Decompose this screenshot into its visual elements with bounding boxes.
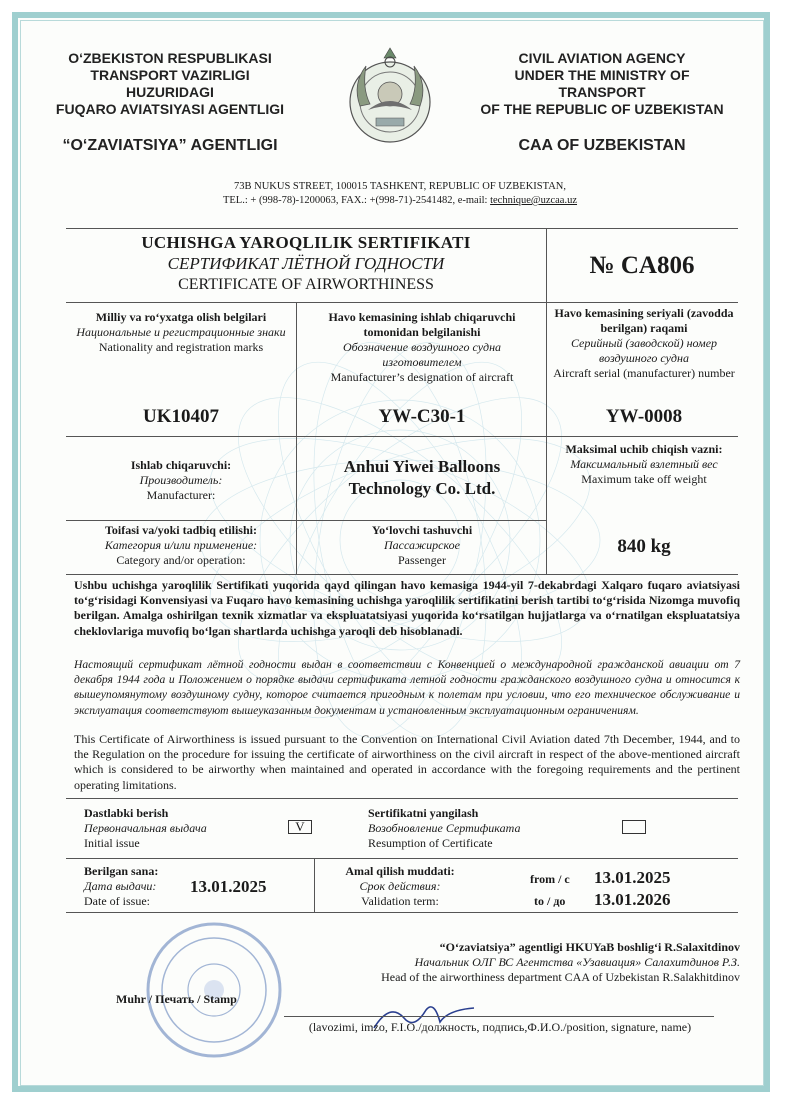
title-ru: СЕРТИФИКАТ ЛЁТНОЙ ГОДНОСТИ: [167, 254, 445, 273]
registration-label-ru: Национальные и регистрационные знаки: [76, 325, 286, 339]
header-right: [474, 50, 730, 154]
designation-label: [302, 310, 542, 385]
manufacturer-label: [70, 458, 292, 503]
initial-issue-label: [84, 806, 284, 851]
issue-date-value: 13.01.2025: [190, 877, 267, 896]
grid-line: [296, 302, 297, 574]
category-label-en: Category and/or operation:: [116, 553, 246, 567]
header-right-agency: CAA OF UZBEKISTAN: [518, 137, 686, 154]
grid-line: [66, 302, 738, 303]
stamp-label: Muhr / Печать / Stamp: [116, 992, 237, 1006]
contact-line: TEL.: + (998-78)-1200063, FAX.: +(998-71)-2541482, e-mail:: [222, 195, 491, 206]
issue-date-ru: Дата выдачи:: [84, 879, 157, 893]
registration-value: UK10407: [143, 406, 219, 427]
certificate-title: [76, 232, 536, 295]
validity-label: [330, 864, 470, 909]
address-block: [190, 180, 610, 208]
manufacturer-value-line: Technology Co. Ltd.: [348, 479, 496, 498]
designation-label-uz: Havo kemasining ishlab chiqaruvchi tomonidan belgilanishi: [328, 310, 516, 339]
signature-line: [284, 1016, 714, 1017]
grid-line: [66, 574, 738, 575]
grid-line: [66, 228, 738, 229]
grid-line: [66, 858, 738, 859]
manufacturer-label-uz: Ishlab chiqaruvchi:: [130, 458, 232, 472]
title-en: CERTIFICATE OF AIRWORTHINESS: [178, 276, 434, 293]
manufacturer-value-line: Anhui Yiwei Balloons: [343, 457, 501, 476]
signatory-ru: Начальник ОЛГ ВС Агентства «Узавиация» Салахитдинов Р.З.: [414, 955, 740, 969]
header-right-line: CIVIL AVIATION AGENCY: [518, 50, 686, 66]
serial-label-en: Aircraft serial (manufacturer) number: [553, 366, 735, 380]
validity-uz: Amal qilish muddati:: [345, 864, 455, 878]
renewal-label: [368, 806, 588, 851]
category-label-ru: Категория и/или применение:: [104, 538, 258, 552]
grid-line: [546, 228, 547, 436]
issue-date-label: [84, 864, 184, 909]
mtow-label-en: Maximum take off weight: [581, 472, 707, 486]
header-left-line: TRANSPORT VAZIRLIGI HUZURIDAGI: [90, 67, 250, 100]
issue-date-uz: Berilgan sana:: [84, 864, 159, 878]
header-left-line: FUQARO AVIATSIYASI AGENTLIGI: [55, 101, 285, 117]
serial-label-uz: Havo kemasining seriyali (zavodda berilgan) raqami: [554, 306, 734, 335]
category-value-ru: Пассажирское: [384, 538, 460, 552]
body-text-en: This Certificate of Airworthiness is issued pursuant to the Convention on International Civil Aviation dated 7th December, 1944, and to the Regulation on the procedure for issuing the certificate of airworthiness on the civil aircraft in respect of the above-mentioned aircraft which is considered to be airworthy when maintained and operated in accordance with the foregoing requirements and the pertinent operating limitations.: [74, 732, 740, 792]
validity-to-label: to / до: [534, 894, 566, 908]
certificate-number: № CA806: [589, 252, 695, 279]
header-left: [50, 50, 290, 154]
address-line: 73B NUKUS STREET, 100015 TASHKENT, REPUBLIC OF UZBEKISTAN,: [234, 181, 566, 192]
manufacturer-label-ru: Производитель:: [139, 473, 223, 487]
category-label: [70, 523, 292, 568]
grid-line: [314, 858, 315, 912]
manufacturer-label-en: Manufacturer:: [146, 488, 216, 502]
state-emblem-icon: [336, 44, 444, 152]
signatory-uz: “O‘zaviatsiya” agentligi HKUYaB boshlig‘i R.Salaxitdinov: [439, 940, 740, 954]
initial-issue-uz: Dastlabki berish: [84, 806, 169, 820]
email-link[interactable]: technique@uzcaa.uz: [490, 195, 578, 206]
category-value-uz: Yo‘lovchi tashuvchi: [371, 523, 473, 537]
renewal-checkbox[interactable]: [622, 820, 646, 834]
validity-to-value: 13.01.2026: [594, 890, 671, 909]
grid-line: [66, 520, 546, 521]
validity-ru: Срок действия:: [359, 879, 441, 893]
validity-from-value: 13.01.2025: [594, 868, 671, 887]
header-right-line: UNDER THE MINISTRY OF TRANSPORT: [514, 67, 690, 100]
validity-en: Validation term:: [361, 894, 439, 908]
issue-date-en: Date of issue:: [84, 894, 150, 908]
designation-value: YW-C30-1: [378, 406, 466, 427]
header-left-agency: “O‘ZAVIATSIYA” AGENTLIGI: [62, 137, 278, 154]
stamp-seal: [144, 920, 284, 1060]
category-value: [302, 523, 542, 568]
mtow-label: [552, 442, 736, 487]
mtow-label-uz: Maksimal uchib chiqish vazni:: [565, 442, 723, 456]
manufacturer-value: [302, 456, 542, 500]
renewal-en: Resumption of Certificate: [368, 836, 493, 850]
body-text-uz: Ushbu uchishga yaroqlilik Sertifikati yuqorida qayd qilingan havo kemasiga 1944-yil 7-dekabrdagi Xalqaro fuqaro aviatsiyasi to‘g‘risidagi Konvensiyasi va Fuqaro havo kemasining uchishga yaroqlilik sertifikatini berish tartibi to‘g‘risida Nizomga muvofiq berilgan. Amalga oshirilgan texnik xizmatlar va ekspluatatsiyasi yuqorida ko‘rsatilgan hujjatlarga va o‘rnatilgan ekspluatatsiya cheklovlariga muvofiq bo‘lgan shartlarda uchishga yaroqli deb hisoblanadi.: [74, 578, 740, 638]
signatory-block: [290, 940, 740, 985]
initial-issue-en: Initial issue: [84, 836, 140, 850]
renewal-uz: Sertifikatni yangilash: [368, 806, 479, 820]
initial-issue-ru: Первоначальная выдача: [84, 821, 207, 835]
grid-line: [66, 798, 738, 799]
initial-issue-checkbox[interactable]: V: [288, 820, 312, 834]
designation-label-ru: Обозначение воздушного судна изготовителем: [342, 340, 502, 369]
validity-from-label: from / c: [530, 872, 570, 886]
serial-label-ru: Серийный (заводской) номер воздушного судна: [570, 336, 718, 365]
title-uz: UCHISHGA YAROQLILIK SERTIFIKATI: [141, 233, 471, 252]
mtow-value: 840 kg: [617, 536, 671, 557]
position-caption: (lavozimi, imzo, F.I.O./должность, подпись,Ф.И.О./position, signature, name): [308, 1020, 692, 1034]
category-value-en: Passenger: [398, 553, 446, 567]
serial-label: [552, 306, 736, 381]
registration-label-uz: Milliy va ro‘yxatga olish belgilari: [95, 310, 267, 324]
category-label-uz: Toifasi va/yoki tadbiq etilishi:: [105, 523, 257, 537]
mtow-label-ru: Максимальный взлетный вес: [570, 457, 718, 471]
serial-value: YW-0008: [605, 406, 683, 427]
grid-line: [546, 436, 547, 574]
registration-label: [70, 310, 292, 355]
designation-label-en: Manufacturer’s designation of aircraft: [330, 370, 514, 384]
registration-label-en: Nationality and registration marks: [98, 340, 264, 354]
grid-line: [66, 912, 738, 913]
header-left-line: O‘ZBEKISTON RESPUBLIKASI: [68, 50, 272, 66]
header-right-line: OF THE REPUBLIC OF UZBEKISTAN: [480, 101, 724, 117]
signatory-en: Head of the airworthiness department CAA of Uzbekistan R.Salakhitdinov: [381, 970, 740, 984]
grid-line: [66, 436, 738, 437]
renewal-ru: Возобновление Сертификата: [368, 821, 521, 835]
body-text-ru: Настоящий сертификат лётной годности выдан в соответствии с Конвенцией о международной гражданской авиации от 7 декабря 1944 года и Положением о порядке выдачи сертификата летной годности гражданского воздушного судна и относится к вышеупомянутому воздушному судну, которое считается пригодным к полетам при условии, что его техническое обслуживание и эксплуатация соответствуют вышеуказанным документам и установленным эксплуатационным ограничениям.: [74, 658, 740, 717]
